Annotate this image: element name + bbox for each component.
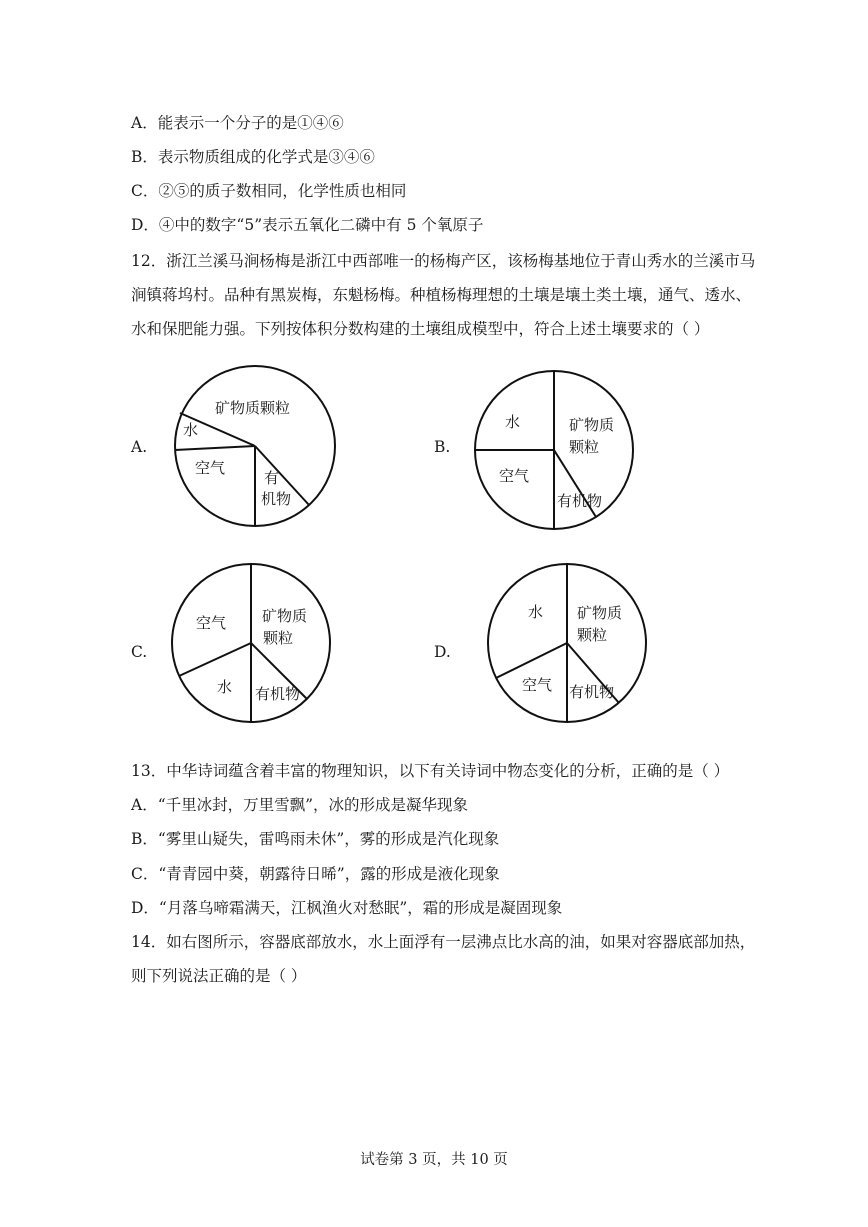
q11-option-d: D．④中的数字“5”表示五氧化二磷中有 5 个氧原子 bbox=[131, 216, 484, 234]
q12-option-b-label: B. bbox=[434, 438, 451, 456]
slice-label-mineral: 矿物质颗粒 bbox=[215, 399, 291, 417]
slice-label-air: 空气 bbox=[196, 614, 227, 632]
slice-label-organic: 有机物 bbox=[569, 683, 615, 701]
slice-label-mineral-1: 矿物质 bbox=[262, 607, 308, 625]
q11-option-c: C．②⑤的质子数相同，化学性质也相同 bbox=[131, 182, 407, 200]
q14-stem-line-2: 则下列说法正确的是（ ） bbox=[131, 967, 307, 985]
q12-option-a-label: A. bbox=[131, 438, 148, 456]
q12-stem-line-1: 12．浙江兰溪马涧杨梅是浙江中西部唯一的杨梅产区，该杨梅基地位于青山秀水的兰溪市马 bbox=[131, 252, 756, 270]
q13-stem: 13．中华诗词蕴含着丰富的物理知识，以下有关诗词中物态变化的分析，正确的是（ ） bbox=[131, 762, 730, 780]
q11-option-a: A．能表示一个分子的是①④⑥ bbox=[131, 114, 344, 132]
slice-label-organic: 有机物 bbox=[255, 685, 301, 703]
q12-option-d-label: D. bbox=[434, 643, 451, 661]
q13-option-b: B．“雾里山疑失，雷鸣雨未休”，雾的形成是汽化现象 bbox=[131, 830, 500, 848]
q14-stem-line-1: 14．如右图所示，容器底部放水，水上面浮有一层沸点比水高的油，如果对容器底部加热， bbox=[131, 933, 756, 951]
q12-stem-line-3: 水和保肥能力强。下列按体积分数构建的土壤组成模型中，符合上述土壤要求的（ ） bbox=[131, 320, 710, 338]
q12-option-d-pie-chart bbox=[486, 563, 648, 725]
slice-label-air: 空气 bbox=[195, 459, 226, 477]
q13-option-c: C．“青青园中葵，朝露待日晞”，露的形成是液化现象 bbox=[131, 865, 500, 883]
q13-option-d: D．“月落乌啼霜满天，江枫渔火对愁眠”，霜的形成是凝固现象 bbox=[131, 899, 563, 917]
slice-label-mineral-1: 矿物质 bbox=[569, 416, 615, 434]
q12-option-a-pie-chart bbox=[170, 365, 340, 530]
page-footer: 试卷第 3 页，共 10 页 bbox=[360, 1152, 508, 1168]
slice-label-organic-1: 有 bbox=[264, 469, 280, 487]
slice-label-air: 空气 bbox=[499, 467, 530, 485]
q11-option-b: B．表示物质组成的化学式是③④⑥ bbox=[131, 148, 375, 166]
q12-option-b-pie-chart bbox=[470, 370, 636, 532]
slice-label-mineral-2: 颗粒 bbox=[577, 626, 608, 644]
slice-label-mineral-2: 颗粒 bbox=[569, 438, 600, 456]
slice-label-mineral-2: 颗粒 bbox=[263, 629, 294, 647]
q13-option-a: A．“千里冰封，万里雪飘”，冰的形成是凝华现象 bbox=[131, 796, 469, 814]
slice-label-mineral-1: 矿物质 bbox=[577, 604, 623, 622]
q12-option-c-pie-chart bbox=[170, 563, 336, 725]
slice-label-water: 水 bbox=[505, 413, 521, 431]
slice-label-air: 空气 bbox=[522, 676, 553, 694]
slice-label-water: 水 bbox=[183, 421, 199, 439]
slice-label-organic-2: 机物 bbox=[261, 490, 292, 508]
q12-option-c-label: C. bbox=[131, 643, 148, 661]
q12-stem-line-2: 涧镇蒋坞村。品种有黑炭梅，东魁杨梅。种植杨梅理想的土壤是壤土类土壤，通气、透水、 bbox=[131, 286, 752, 304]
slice-label-organic: 有机物 bbox=[557, 492, 603, 510]
slice-label-water: 水 bbox=[217, 678, 233, 696]
slice-label-water: 水 bbox=[528, 603, 544, 621]
